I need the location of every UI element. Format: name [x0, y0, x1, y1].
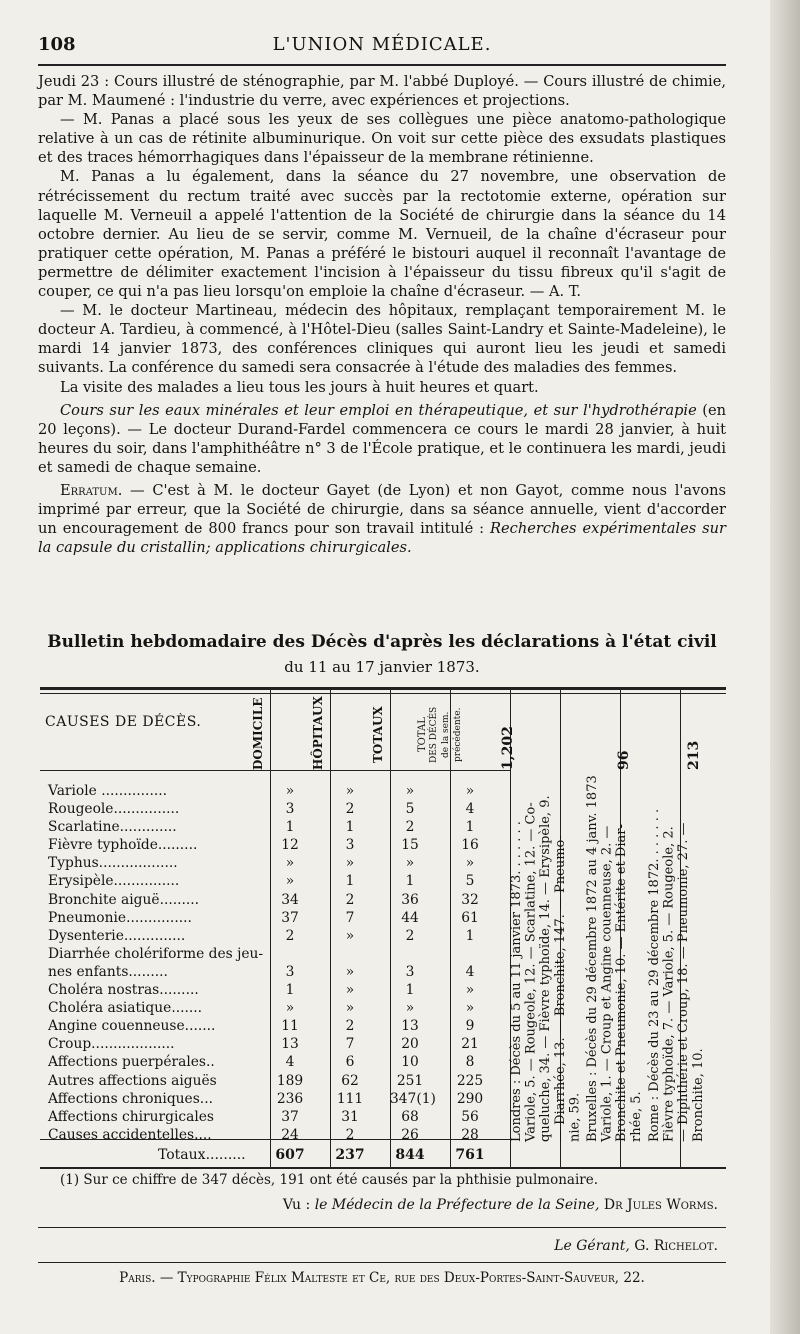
cell-domicile: 4 — [285, 1054, 295, 1071]
imprint: Paris. — Typographie Félix Malteste et Ce, rue des Deux-Portes-Saint-Sauveur, 22. — [119, 1270, 645, 1286]
cell-hopitaux: 7 — [345, 909, 355, 926]
table-row — [48, 836, 518, 854]
cell-prev: » — [465, 982, 475, 999]
table-row — [48, 1090, 518, 1108]
bruxelles-line: rhée, 5. — [628, 1091, 644, 1142]
erratum-label: Erratum. — [60, 481, 123, 499]
col-prev-line3: de la sem. — [441, 711, 451, 759]
cell-prev: 32 — [461, 891, 479, 908]
gerant-title: Le Gérant, — [554, 1238, 630, 1254]
signature-vu — [38, 1197, 718, 1213]
london-total: 1,202 — [500, 726, 516, 770]
bruxelles-total: 96 — [616, 750, 632, 770]
rome-line: Fièvre typhoïde, 7. — Variole, 5. — Rougeole, 2. — [661, 826, 677, 1142]
cause-label: Croup................... — [48, 1036, 175, 1053]
eaux-title: Cours sur les eaux minérales et leur emploi en thérapeutique, et sur l'hydrothérapie — [60, 401, 697, 419]
cell-prev: » — [465, 783, 475, 799]
cause-label: Autres affections aiguës — [48, 1072, 217, 1089]
page-header — [38, 30, 726, 60]
london-report — [510, 782, 583, 1142]
cause-label: Typhus.................. — [48, 855, 178, 872]
cell-hopitaux: 62 — [341, 1072, 359, 1089]
table-row — [48, 981, 518, 999]
cell-hopitaux: 2 — [345, 1018, 355, 1035]
article-body — [38, 72, 726, 557]
table-row — [48, 1072, 518, 1090]
table-row — [48, 1053, 518, 1071]
cause-label: Causes accidentelles.... — [48, 1126, 212, 1143]
cause-label: Fièvre typhoïde......... — [48, 837, 198, 854]
cell-prev: 225 — [456, 1072, 484, 1089]
cell-domicile: 24 — [281, 1126, 299, 1143]
london-line: nie, 59. — [567, 1092, 583, 1142]
cause-label: Choléra asiatique....... — [48, 1000, 203, 1017]
table-row — [48, 818, 518, 836]
paragraph-panas-retinite: — M. Panas a placé sous les yeux de ses collègues une pièce anatomo-pathologique relative à un cas de rétinite albuminurique. On voit sur cette pièce des exsudats plastiques et des traces hémorrhagiques dans l'épaisseur de la membrane rétinienne. — [38, 111, 726, 167]
table-row — [48, 909, 518, 927]
cell-prev: 16 — [461, 837, 479, 854]
eaux-text: (en 20 leçons). — Le docteur Durand-Fardel commencera ce cours le mardi 28 janvier, à huit heures du soir, dans l'amphithéâtre n° 3 de l'École pratique, et le continuera les mardi, jeudi et samedi de chaque semaine. — [38, 401, 726, 476]
cell-totaux: 68 — [401, 1108, 419, 1125]
cell-prev: 56 — [461, 1108, 479, 1125]
london-line: — Diarrhée, 13. — Bronchite, 147. — Pneumo- — [552, 835, 568, 1142]
cell-prev: » — [465, 855, 475, 872]
cell-hopitaux: 2 — [345, 891, 355, 908]
table-row — [48, 872, 518, 890]
cell-prev: 290 — [456, 1090, 484, 1107]
signature-gerant — [38, 1238, 718, 1254]
col-hopitaux: HÔPITAUX — [311, 696, 325, 770]
cell-hopitaux: » — [345, 927, 355, 944]
totals-totaux: 844 — [395, 1147, 425, 1163]
cell-hopitaux: 2 — [345, 1126, 355, 1143]
table-top-rule — [40, 687, 726, 690]
cell-totaux: 36 — [401, 891, 419, 908]
cell-hopitaux: » — [345, 1000, 355, 1017]
cell-domicile: » — [285, 873, 295, 890]
cell-domicile: 11 — [281, 1018, 299, 1035]
table-row — [48, 945, 518, 963]
cell-totaux: 20 — [401, 1036, 419, 1053]
cell-totaux: 347(1) — [390, 1090, 436, 1107]
vu-title: le Médecin de la Préfecture de la Seine, — [314, 1197, 600, 1213]
col-total-prev — [414, 694, 470, 776]
page-edge-shadow — [770, 0, 800, 1334]
cell-domicile: 3 — [285, 963, 295, 980]
totals-prev: 761 — [455, 1147, 485, 1163]
bulletin-subtitle: du 11 au 17 janvier 1873. — [284, 658, 480, 676]
rome-line: Rome : Décès du 23 au 29 décembre 1872. . . . . . . — [647, 808, 662, 1142]
cell-prev: 28 — [461, 1126, 479, 1143]
cell-hopitaux: 31 — [341, 1108, 359, 1125]
london-line: queluche, 34. — Fièvre typhoïde, 14. — Erysipèle, 9. — [538, 795, 554, 1142]
bruxelles-line: Bruxelles : Décès du 29 décembre 1872 au 4 janv. 1873 — [585, 775, 600, 1142]
cell-domicile: 1 — [285, 819, 295, 836]
table-rows — [48, 782, 518, 1144]
paragraph-courses: Jeudi 23 : Cours illustré de sténographie, par M. l'abbé Duployé. — Cours illustré de chimie, par M. Maumené : l'industrie du verre, avec expériences et projections. — [38, 73, 726, 110]
bruxelles-report — [585, 775, 644, 1142]
cell-prev: 1 — [465, 819, 475, 836]
totals-label: Totaux......... — [158, 1147, 246, 1163]
cell-hopitaux: » — [345, 855, 355, 872]
vu-name: Dr Jules Worms. — [599, 1197, 718, 1213]
cell-totaux: 1 — [405, 873, 415, 890]
cause-label: Bronchite aiguë......... — [48, 891, 200, 908]
cause-label: nes enfants......... — [48, 963, 168, 980]
cell-prev: 8 — [465, 1054, 475, 1071]
cause-label: Erysipèle............... — [48, 873, 180, 890]
causes-header: CAUSES DE DÉCÈS. — [45, 714, 202, 730]
bulletin-title: Bulletin hebdomadaire des Décès d'après les déclarations à l'état civil — [47, 632, 717, 652]
table-row — [48, 1108, 518, 1126]
footnote: (1) Sur ce chiffre de 347 décès, 191 ont été causés par la phthisie pulmonaire. — [60, 1172, 599, 1188]
cell-totaux: 15 — [401, 837, 419, 854]
cell-totaux: 44 — [401, 909, 419, 926]
cell-totaux: » — [405, 1000, 415, 1017]
table-top-rule-thin — [40, 693, 726, 694]
cause-label: Choléra nostras......... — [48, 982, 199, 999]
cell-totaux: 5 — [405, 801, 415, 818]
bruxelles-line: Bronchite et Pneumonie, 10. — Entérite et Diar- — [614, 824, 630, 1142]
imprint-rule — [38, 1262, 726, 1263]
table-row — [48, 782, 518, 800]
col-prev-line1: TOTAL — [417, 717, 428, 753]
cell-domicile: 1 — [285, 982, 295, 999]
cell-prev: 61 — [461, 909, 479, 926]
cell-totaux: 251 — [396, 1072, 424, 1089]
cell-prev: 4 — [465, 801, 475, 818]
paragraph-martineau: — M. le docteur Martineau, médecin des hôpitaux, remplaçant temporairement M. le docteur A. Tardieu, à commencé, à l'Hôtel-Dieu (salles Saint-Landry et Sainte-Madeleine), le mardi 14 janvier 1873, des conférences cliniques qui auront lieu les jeudi et samedi suivants. La conférence du samedi sera consacrée à l'étude des maladies des femmes. — [38, 302, 726, 377]
cause-label: Diarrhée cholériforme des jeu- — [48, 945, 264, 962]
cell-hopitaux: 6 — [345, 1054, 355, 1071]
cell-hopitaux: 1 — [345, 819, 355, 836]
erratum-text: — C'est à M. le docteur Gayet (de Lyon) et non Gayot, comme nous l'avons imprimé par erreur, que la Société de chirurgie, dans sa séance annuelle, vient d'accorder un encouragement de 800 francs pour son travail intitulé : — [38, 481, 726, 538]
cell-domicile: 37 — [281, 1108, 299, 1125]
cell-hopitaux: 2 — [345, 801, 355, 818]
london-line: Variole, 5. — Rougeole, 12. — Scarlatine, 12. — Co- — [523, 802, 539, 1142]
table-bottom-rule — [40, 1167, 726, 1169]
paragraph-panas-rectum: M. Panas a lu également, dans la séance du 27 novembre, une observation de rétrécissement du rectum traité avec succès par la rectotomie externe, opération sur laquelle M. Verneuil a appelé l'attention de la Société de chirurgie dans la séance du 14 octobre dernier. Au lieu de se servir, comme M. Vernueil, de la chaîne d'écraseur pour pratiquer cette opération, M. Panas a préféré le bistouri auquel il reconnaît l'avantage de permettre de délimiter exactement l'incision à l'épaisseur du tissu fibreux qu'il s'agit de couper, ce qui n'a pas lieu lorsqu'on emploie la chaîne d'écraseur. — A. T. — [38, 168, 726, 301]
cause-label: Scarlatine............. — [48, 819, 177, 836]
cell-domicile: 2 — [285, 927, 295, 944]
header-rule — [38, 64, 726, 66]
cell-hopitaux: 1 — [345, 873, 355, 890]
table-row — [48, 1126, 518, 1144]
cell-totaux: 10 — [401, 1054, 419, 1071]
table-row — [48, 927, 518, 945]
cell-totaux: 13 — [401, 1018, 419, 1035]
cell-prev: 4 — [465, 963, 475, 980]
rome-report — [648, 782, 706, 1142]
cell-prev: 5 — [465, 873, 475, 890]
gerant-rule — [38, 1227, 726, 1228]
cell-hopitaux: » — [345, 783, 355, 799]
london-line: Londres : Décès du 5 au 11 janvier 1873. . . . . . . — [509, 821, 524, 1142]
col-domicile: DOMICILE — [251, 697, 265, 770]
cell-totaux: » — [405, 855, 415, 872]
totals-domicile: 607 — [275, 1147, 305, 1163]
table-row — [48, 999, 518, 1017]
cause-label: Angine couenneuse....... — [48, 1018, 216, 1035]
rome-line: Bronchite, 10. — [690, 1048, 706, 1142]
cell-domicile: 12 — [281, 837, 299, 854]
cell-totaux: 1 — [405, 982, 415, 999]
cause-label: Variole ............... — [48, 783, 167, 799]
cell-domicile: » — [285, 1000, 295, 1017]
cell-hopitaux: 3 — [345, 837, 355, 854]
paragraph-visite: La visite des malades a lieu tous les jours à huit heures et quart. — [60, 378, 539, 396]
cell-hopitaux: » — [345, 982, 355, 999]
journal-title: L'UNION MÉDICALE. — [272, 34, 492, 55]
cell-domicile: » — [285, 783, 295, 799]
table-row — [48, 1035, 518, 1053]
paragraph-eaux-minerales — [38, 401, 726, 477]
col-totaux: TOTAUX — [371, 706, 385, 764]
cell-domicile: 13 — [281, 1036, 299, 1053]
cell-prev: 1 — [465, 927, 475, 944]
cause-label: Rougeole............... — [48, 801, 180, 818]
cause-label: Affections chroniques... — [48, 1090, 213, 1107]
table-row — [48, 854, 518, 872]
cell-prev: » — [465, 1000, 475, 1017]
cell-totaux: 2 — [405, 927, 415, 944]
cell-prev: 9 — [465, 1018, 475, 1035]
cell-totaux: 2 — [405, 819, 415, 836]
cell-totaux: 26 — [401, 1126, 419, 1143]
cell-domicile: 189 — [276, 1072, 304, 1089]
col-prev-line2: DES DÉCÈS — [429, 706, 439, 764]
bruxelles-line: Variole, 1. — Croup et Angine couenneuse, 2. — — [599, 825, 615, 1142]
table-row — [48, 891, 518, 909]
cause-label: Affections chirurgicales — [48, 1108, 214, 1125]
paragraph-erratum — [38, 481, 726, 557]
cause-label: Pneumonie............... — [48, 909, 192, 926]
cell-totaux: » — [405, 783, 415, 799]
cell-domicile: » — [285, 855, 295, 872]
page-number: 108 — [38, 34, 76, 55]
cell-prev: 21 — [461, 1036, 479, 1053]
rome-line: — Diphthérie et Croup, 18. — Pneumonie, 27. — — [676, 822, 692, 1142]
cell-domicile: 37 — [281, 909, 299, 926]
totals-hopitaux: 237 — [335, 1147, 365, 1163]
table-row — [48, 963, 518, 981]
gerant-name: G. Richelot. — [629, 1238, 718, 1254]
cell-domicile: 3 — [285, 801, 295, 818]
rome-total: 213 — [686, 740, 702, 770]
table-row — [48, 1017, 518, 1035]
cell-hopitaux: » — [345, 963, 355, 980]
erratum-title: Recherches expérimentales sur la capsule du cristallin; applications chirurgicales. — [38, 520, 727, 557]
cell-totaux: 3 — [405, 963, 415, 980]
cell-domicile: 34 — [281, 891, 299, 908]
cell-hopitaux: 111 — [336, 1090, 364, 1107]
vu-prefix: Vu : — [282, 1197, 315, 1213]
table-row — [48, 800, 518, 818]
cell-domicile: 236 — [276, 1090, 304, 1107]
col-prev-line4: précédente. — [453, 707, 463, 763]
cell-hopitaux: 7 — [345, 1036, 355, 1053]
cause-label: Affections puerpérales.. — [48, 1054, 215, 1071]
cause-label: Dysenterie.............. — [48, 927, 186, 944]
